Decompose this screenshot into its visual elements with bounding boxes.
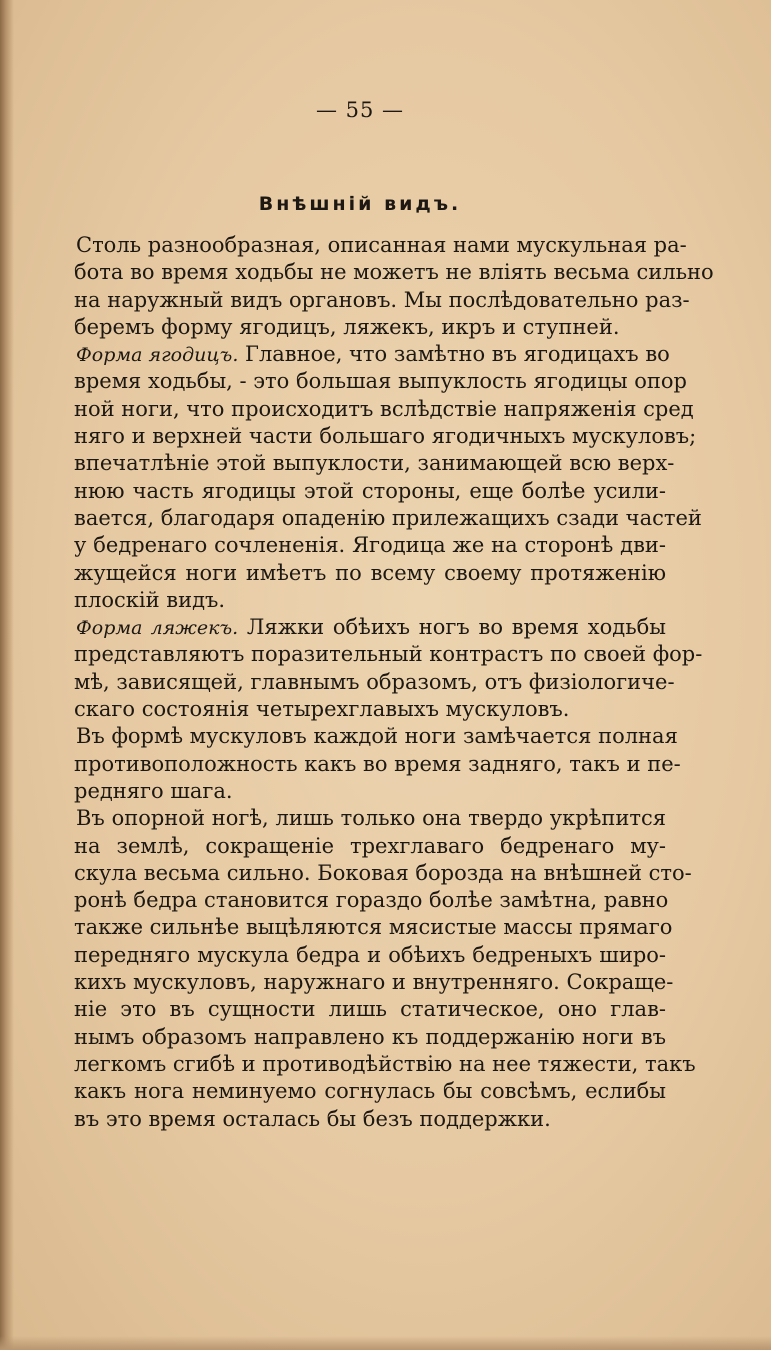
- text-line: противоположность какъ во время задняго, такъ и пе-: [74, 751, 681, 776]
- text-line: плоскій видъ.: [74, 587, 226, 612]
- text-line: Въ формѣ мускуловъ каждой ноги замѣчается полная: [76, 724, 678, 749]
- text-line: также сильнѣе выцѣляются мясистые массы прямаго: [74, 915, 673, 940]
- text-line: на землѣ, сокращеніе трехглаваго бедренаго му-: [74, 833, 666, 858]
- text-line: [74, 614, 666, 641]
- text-line: редняго шага.: [74, 778, 233, 803]
- text-line: ной ноги, что происходитъ вслѣдствіе напряженія сред: [74, 396, 694, 421]
- text-line: у бедренаго сочлененія. Ягодица же на сторонѣ дви-: [74, 533, 666, 558]
- text-line: няго и верхней части большаго ягодичныхъ мускуловъ;: [74, 424, 697, 449]
- text-line: какъ нога неминуемо согнулась бы совсѣмъ, еслибы: [74, 1079, 666, 1104]
- text-line: вается, благодаря опаденію прилежащихъ сзади частей: [74, 505, 702, 530]
- section-heading: Внѣшній видъ.: [258, 193, 462, 215]
- text-line-rest: Главное, что замѣтно въ ягодицахъ во: [238, 342, 670, 367]
- text-line: на наружный видъ органовъ. Мы послѣдовательно раз-: [74, 287, 690, 312]
- text-line: представляютъ поразительный контрастъ по своей фор-: [74, 642, 703, 667]
- paragraph-lead-italic: Форма ляжекъ.: [76, 617, 239, 640]
- page-bottom-edge: [0, 1336, 771, 1350]
- text-line: бота во время ходьбы не можетъ не вліять весьма сильно: [74, 260, 714, 285]
- text-line: передняго мускула бедра и обѣихъ бедреныхъ широ-: [74, 942, 666, 967]
- text-line-rest: Ляжки обѣихъ ногъ во время ходьбы: [238, 615, 667, 640]
- text-line: нымъ образомъ направлено къ поддержанію ноги въ: [74, 1024, 666, 1049]
- paragraph-3: [74, 614, 703, 723]
- paragraph-5: [74, 805, 696, 1133]
- paragraph-2: [74, 341, 702, 614]
- text-line: ніе это въ сущности лишь статическое, оно глав-: [74, 997, 666, 1022]
- text-line: время ходьбы, - это большая выпуклость ягодицы опор: [74, 369, 687, 394]
- text-line: беремъ форму ягодицъ, ляжекъ, икръ и ступней.: [74, 314, 620, 339]
- paragraph-lead-italic: Форма ягодицъ.: [76, 344, 239, 367]
- text-line: нюю часть ягодицы этой стороны, еще болѣе усили-: [74, 478, 666, 503]
- paragraph-4: [74, 723, 681, 805]
- text-line: легкомъ сгибѣ и противодѣйствію на нее тяжести, такъ: [74, 1051, 696, 1076]
- body-text: [74, 232, 714, 1133]
- text-line: жущейся ноги имѣетъ по всему своему протяженію: [74, 560, 666, 585]
- text-line: [74, 341, 670, 368]
- text-line: кихъ мускуловъ, наружнаго и внутренняго. Сокраще-: [74, 970, 674, 995]
- page-number: — 55 —: [315, 98, 405, 122]
- text-line: Столь разнообразная, описанная нами мускульная ра-: [76, 233, 687, 257]
- text-line: скаго состоянія четырехглавыхъ мускуловъ.: [74, 697, 570, 722]
- text-line: въ это время осталась бы безъ поддержки.: [74, 1106, 551, 1131]
- text-line: Въ опорной ногѣ, лишь только она твердо укрѣпится: [76, 806, 666, 831]
- text-line: ронѣ бедра становится гораздо болѣе замѣтна, равно: [74, 888, 669, 913]
- text-line: впечатлѣніе этой выпуклости, занимающей всю верх-: [74, 451, 675, 476]
- text-line: мѣ, зависящей, главнымъ образомъ, отъ физіологиче-: [74, 669, 675, 694]
- text-line: скула весьма сильно. Боковая борозда на внѣшней сто-: [74, 860, 692, 885]
- paragraph-1: [74, 232, 714, 341]
